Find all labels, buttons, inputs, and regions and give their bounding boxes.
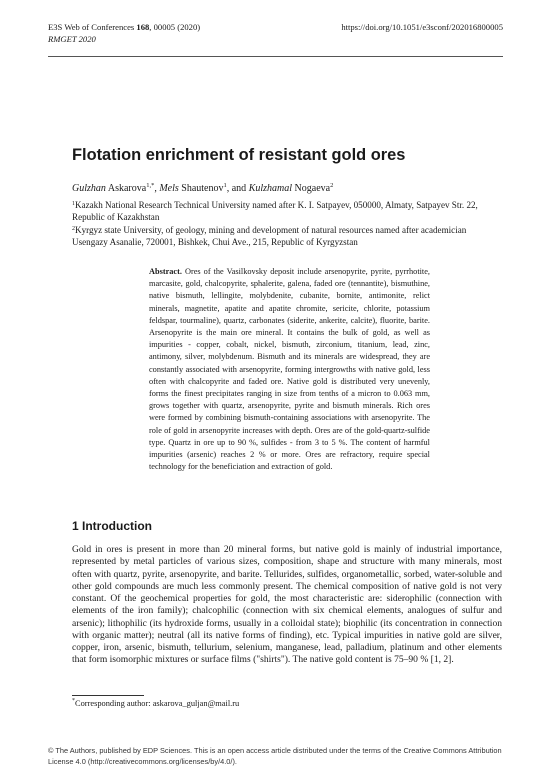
- affiliations: [72, 199, 502, 249]
- footnote: *Corresponding author: askarova_guljan@mail.ru: [72, 698, 240, 708]
- section-heading: 1 Introduction: [72, 519, 152, 533]
- abstract-label: Abstract.: [149, 267, 182, 276]
- intro-paragraph: Gold in ores is present in more than 20 mineral forms, but native gold is mainly of industrial importance, represented by metal particles of various sizes, composition, shape and structure with many minerals, most often with quartz, pyrite, arsenopyrite, and barite. Tellurides, sulfides, organometallic, sorbed, water-soluble and other gold compounds are much less commonly present. The chemical composition of native gold is not very constant. Of the geochemical properties for gold, the most characteristic are: siderophilic (connection with elements of the iron family); chalcophilic (connection with six chemical elements, analogues of sulfur and arsenic); lithophilic (its hydroxide forms, usually in a colloidal state); biophilic (its concentration in connection with organic matter); neutral (all its native forms of finding), etc. Typical impurities in native gold are silver, copper, iron, arsenic, bismuth, tellurium, selenium, manganese, lead, palladium, platinum and other elements that form isomorphic mixtures or surface films ("shirts"). The native gold content is 75–90 % [1, 2].: [72, 544, 502, 666]
- doi-link[interactable]: https://doi.org/10.1051/e3sconf/202016800005: [341, 22, 503, 32]
- footnote-rule: [72, 695, 144, 696]
- author-list: Gulzhan Askarova$^{1,*}$, Mels Shautenov$^1$, and Kulzhamal Nogaeva$^2$: [72, 182, 334, 194]
- conference-name: RMGET 2020: [48, 33, 96, 44]
- author: Mels Shautenov$^1$: [159, 182, 227, 194]
- abstract-text: Ores of the Vasilkovsky deposit include arsenopyrite, pyrite, pyrrhotite, marcasite, gold, chalcopyrite, sphalerite, galena, faded ore (tennantite), bismuthine, native bismuth, lellingite, molybdenite, cubanite, bornite, antimonite, relict minerals, magnetite, apatite and apatite chromite, sericite, chlorite, potassium feldspar, tourmaline), quartz, carbonates (siderite, ankerite, calcite), fluorite, barite. Arsenopyrite is the main ore mineral. It contains the bulk of gold, as well as impurities - copper, cobalt, nickel, bismuth, zirconium, titanium, lead, zinc, antimony, silver, molybdenum. Bismuth and its minerals are widespread, they are constantly associated with arsenopyrite, forming intergrowths with native gold, less often with chalcopyrite and faded ore. Native gold is distributed very unevenly, forms the finest precipitates ranging in size from tenths of a micron to 0.063 mm, grows together with quartz, arsenopyrite, pyrite and bismuth minerals. Rich ores were formed by combining bismuth-containing associations with arsenopyrite. The role of gold in arsenopyrite increases with depth. Ores are of the gold-quartz-sulfide type. Quartz in ore up to 90 %, sulfides - from 3 to 5 %. The content of harmful impurities (arsenic) reaches 2 % or more. Ores are refractory, require special technology for the beneficiation and extraction of gold.: [149, 267, 430, 472]
- affiliation: $^2$Kyrgyz state University, of geology, mining and development of natural resources named after academician Usengazy Asanalie, 720001, Bishkek, Chui Ave., 215, Republic of Kyrgyzstan: [72, 224, 467, 248]
- running-header: [48, 22, 503, 45]
- paper-title: Flotation enrichment of resistant gold ores: [72, 146, 406, 164]
- journal-citation: E3S Web of Conferences 168, 00005 (2020): [48, 22, 201, 32]
- affiliation: $^1$Kazakh National Research Technical University named after K. I. Satpayev, 050000, Almaty, Satpayev Str. 22, Republic of Kazakhstan: [72, 200, 478, 223]
- journal-volume: 168: [136, 22, 150, 32]
- corresponding-author: Corresponding author: askarova_guljan@mail.ru: [75, 699, 240, 708]
- author: Kulzhamal Nogaeva$^2$: [248, 182, 334, 194]
- abstract: [149, 266, 430, 473]
- header-rule: [48, 56, 503, 57]
- author: Gulzhan Askarova$^{1,*}$: [72, 182, 155, 194]
- license-notice: © The Authors, published by EDP Sciences. This is an open access article distributed under the terms of the Creative Commons Attribution License 4.0 (http://creativecommons.org/licenses/by/4.0/).: [48, 746, 502, 766]
